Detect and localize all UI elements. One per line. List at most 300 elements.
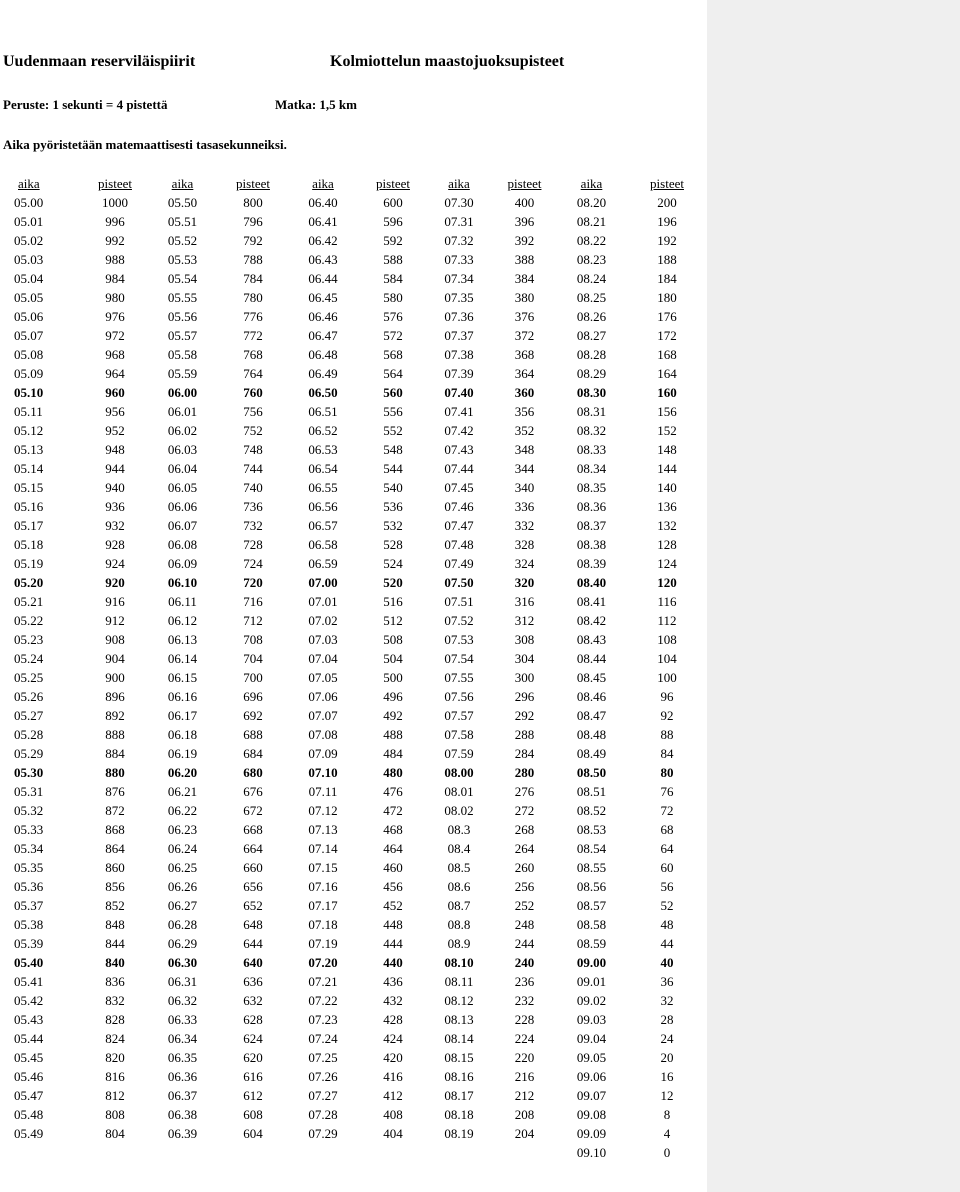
time-cell: 08.13 <box>444 1012 474 1027</box>
points-cell: 456 <box>383 879 403 894</box>
time-cell: 08.20 <box>576 195 607 210</box>
time-cell: 05.38 <box>14 917 44 932</box>
time-cell: 08.9 <box>447 936 471 951</box>
time-cell: 08.39 <box>576 556 607 571</box>
time-cell: 08.00 <box>444 765 474 780</box>
points-cell: 452 <box>383 898 403 913</box>
points-cell: 728 <box>243 537 263 552</box>
points-cell: 564 <box>383 366 403 381</box>
time-cell: 07.27 <box>308 1088 338 1103</box>
time-cell: 07.50 <box>444 575 474 590</box>
points-cell: 112 <box>657 613 677 628</box>
time-cell: 05.09 <box>14 366 44 381</box>
points-cell: 392 <box>514 233 535 248</box>
points-cell: 948 <box>105 442 125 457</box>
points-cell: 480 <box>383 765 403 780</box>
points-cell: 972 <box>105 328 125 343</box>
points-cell: 856 <box>105 879 125 894</box>
table-row <box>0 839 709 858</box>
points-cell: 108 <box>657 632 677 647</box>
points-cell: 468 <box>383 822 403 837</box>
table-row <box>0 630 709 649</box>
points-cell: 200 <box>657 195 677 210</box>
time-cell: 05.48 <box>14 1107 44 1122</box>
time-cell: 08.29 <box>576 366 607 381</box>
points-cell: 260 <box>514 860 535 875</box>
points-cell: 216 <box>514 1069 535 1084</box>
points-cell: 472 <box>383 803 403 818</box>
table-row <box>0 972 709 991</box>
points-cell: 212 <box>514 1088 535 1103</box>
time-cell: 06.23 <box>167 822 198 837</box>
time-cell: 08.59 <box>576 936 607 951</box>
time-cell: 06.14 <box>167 651 198 666</box>
time-cell: 06.19 <box>167 746 198 761</box>
time-cell: 08.37 <box>576 518 607 533</box>
points-cell: 560 <box>383 385 403 400</box>
time-cell: 06.12 <box>167 613 198 628</box>
table-row <box>0 440 709 459</box>
table-row <box>0 497 709 516</box>
points-cell: 0 <box>663 1145 671 1160</box>
points-cell: 28 <box>660 1012 674 1027</box>
time-cell: 05.49 <box>14 1126 44 1141</box>
time-cell: 05.58 <box>167 347 198 362</box>
time-cell: 08.14 <box>444 1031 474 1046</box>
points-cell: 32 <box>660 993 674 1008</box>
table-row <box>0 535 709 554</box>
time-cell: 08.27 <box>576 328 607 343</box>
time-cell: 07.25 <box>308 1050 338 1065</box>
points-cell: 752 <box>243 423 263 438</box>
points-cell: 120 <box>657 575 677 590</box>
time-cell: 06.15 <box>167 670 198 685</box>
points-cell: 128 <box>657 537 677 552</box>
points-cell: 24 <box>660 1031 674 1046</box>
points-cell: 792 <box>243 233 263 248</box>
points-cell: 384 <box>514 271 535 286</box>
table-row <box>0 554 709 573</box>
table-row <box>0 212 709 231</box>
time-cell: 07.52 <box>444 613 474 628</box>
points-cell: 100 <box>657 670 677 685</box>
time-cell: 08.42 <box>576 613 607 628</box>
points-cell: 932 <box>105 518 125 533</box>
time-cell: 06.08 <box>167 537 198 552</box>
time-cell: 07.33 <box>444 252 474 267</box>
time-cell: 06.28 <box>167 917 198 932</box>
points-cell: 536 <box>383 499 403 514</box>
time-cell: 08.57 <box>576 898 607 913</box>
time-cell: 08.19 <box>444 1126 474 1141</box>
time-cell: 08.18 <box>444 1107 474 1122</box>
time-cell: 07.31 <box>444 214 474 229</box>
time-cell: 06.48 <box>308 347 338 362</box>
points-cell: 884 <box>105 746 125 761</box>
table-row <box>0 915 709 934</box>
points-cell: 476 <box>383 784 403 799</box>
time-cell: 08.8 <box>447 917 471 932</box>
time-cell: 05.32 <box>14 803 44 818</box>
points-cell: 584 <box>383 271 403 286</box>
time-cell: 06.20 <box>167 765 198 780</box>
points-cell: 708 <box>243 632 263 647</box>
time-cell: 09.09 <box>576 1126 607 1141</box>
time-cell: 06.52 <box>308 423 338 438</box>
points-cell: 232 <box>514 993 535 1008</box>
time-cell: 06.43 <box>308 252 338 267</box>
points-cell: 168 <box>657 347 677 362</box>
time-cell: 08.54 <box>576 841 607 856</box>
time-cell: 05.40 <box>14 955 44 970</box>
points-cell: 340 <box>514 480 535 495</box>
time-cell: 05.56 <box>167 309 198 324</box>
table-body <box>0 193 709 1162</box>
time-cell: 08.55 <box>576 860 607 875</box>
time-cell: 05.44 <box>14 1031 44 1046</box>
time-cell: 07.39 <box>444 366 474 381</box>
points-cell: 184 <box>657 271 677 286</box>
points-cell: 796 <box>243 214 263 229</box>
points-cell: 448 <box>383 917 403 932</box>
time-cell: 06.36 <box>167 1069 198 1084</box>
points-cell: 888 <box>105 727 125 742</box>
time-cell: 06.18 <box>167 727 198 742</box>
points-cell: 576 <box>383 309 403 324</box>
points-cell: 304 <box>514 651 535 666</box>
points-cell: 784 <box>243 271 263 286</box>
points-cell: 4 <box>663 1126 671 1141</box>
points-cell: 984 <box>105 271 125 286</box>
points-cell: 44 <box>660 936 674 951</box>
points-cell: 220 <box>514 1050 535 1065</box>
points-cell <box>359 1143 427 1162</box>
time-cell: 09.00 <box>576 955 607 970</box>
points-cell: 16 <box>660 1069 674 1084</box>
points-cell: 540 <box>383 480 403 495</box>
table-row <box>0 1124 709 1143</box>
table-row <box>0 953 709 972</box>
points-cell: 56 <box>660 879 674 894</box>
points-cell: 956 <box>105 404 125 419</box>
points-cell: 500 <box>383 670 403 685</box>
time-cell: 09.02 <box>576 993 607 1008</box>
time-cell: 07.03 <box>308 632 338 647</box>
points-cell: 640 <box>243 955 263 970</box>
time-cell: 05.00 <box>14 195 44 210</box>
time-cell: 07.22 <box>308 993 338 1008</box>
time-cell: 08.6 <box>447 879 471 894</box>
time-cell: 07.06 <box>308 689 338 704</box>
points-cell: 400 <box>514 195 535 210</box>
points-cell <box>491 1143 558 1162</box>
points-cell: 424 <box>383 1031 403 1046</box>
points-cell: 624 <box>243 1031 263 1046</box>
points-cell: 444 <box>383 936 403 951</box>
time-cell: 08.44 <box>576 651 607 666</box>
time-cell: 06.41 <box>308 214 338 229</box>
time-cell: 08.11 <box>444 974 474 989</box>
points-cell: 12 <box>660 1088 674 1103</box>
time-cell: 06.53 <box>308 442 338 457</box>
points-cell: 396 <box>514 214 535 229</box>
time-cell: 05.57 <box>167 328 198 343</box>
points-cell: 556 <box>383 404 403 419</box>
time-cell: 07.30 <box>444 195 474 210</box>
time-cell: 06.34 <box>167 1031 198 1046</box>
table-row <box>0 706 709 725</box>
time-cell: 05.29 <box>14 746 44 761</box>
time-cell: 07.02 <box>308 613 338 628</box>
time-cell: 08.43 <box>576 632 607 647</box>
points-cell: 404 <box>383 1126 403 1141</box>
points-cell: 628 <box>243 1012 263 1027</box>
points-cell: 436 <box>383 974 403 989</box>
time-cell: 08.24 <box>576 271 607 286</box>
points-cell: 196 <box>657 214 677 229</box>
time-cell: 05.04 <box>14 271 44 286</box>
points-cell: 524 <box>383 556 403 571</box>
points-cell: 748 <box>243 442 263 457</box>
table-row <box>0 991 709 1010</box>
scoring-basis: Peruste: 1 sekunti = 4 pistettä <box>3 97 168 112</box>
time-cell: 06.24 <box>167 841 198 856</box>
points-cell: 692 <box>243 708 263 723</box>
points-cell: 520 <box>383 575 403 590</box>
points-cell: 732 <box>243 518 263 533</box>
time-cell: 06.49 <box>308 366 338 381</box>
table-row <box>0 649 709 668</box>
points-cell: 876 <box>105 784 125 799</box>
time-cell: 05.36 <box>14 879 44 894</box>
distance-label: Matka: 1,5 km <box>275 97 357 112</box>
points-cell: 208 <box>514 1107 535 1122</box>
points-cell: 312 <box>514 613 535 628</box>
points-cell: 840 <box>105 955 125 970</box>
time-cell: 05.15 <box>14 480 44 495</box>
table-row <box>0 1029 709 1048</box>
points-cell: 248 <box>514 917 535 932</box>
time-cell: 09.06 <box>576 1069 607 1084</box>
points-cell: 68 <box>660 822 674 837</box>
points-cell: 848 <box>105 917 125 932</box>
time-cell: 07.16 <box>308 879 338 894</box>
time-cell: 06.47 <box>308 328 338 343</box>
points-cell: 592 <box>383 233 403 248</box>
points-cell: 908 <box>105 632 125 647</box>
time-cell: 06.07 <box>167 518 198 533</box>
points-cell: 980 <box>105 290 125 305</box>
time-cell: 05.23 <box>14 632 44 647</box>
time-cell: 07.19 <box>308 936 338 951</box>
points-cell: 144 <box>657 461 677 476</box>
time-cell: 07.43 <box>444 442 474 457</box>
time-cell: 05.22 <box>14 613 44 628</box>
time-cell: 05.13 <box>14 442 44 457</box>
table-row <box>0 193 709 212</box>
points-cell: 336 <box>514 499 535 514</box>
points-cell: 240 <box>514 955 535 970</box>
points-cell: 836 <box>105 974 125 989</box>
time-cell: 05.01 <box>14 214 44 229</box>
points-cell: 484 <box>383 746 403 761</box>
points-cell: 816 <box>105 1069 125 1084</box>
table-row <box>0 1067 709 1086</box>
time-cell: 07.32 <box>444 233 474 248</box>
points-cell: 684 <box>243 746 263 761</box>
points-cell: 952 <box>105 423 125 438</box>
time-cell: 08.58 <box>576 917 607 932</box>
time-cell: 07.21 <box>308 974 338 989</box>
points-cell: 852 <box>105 898 125 913</box>
points-cell: 872 <box>105 803 125 818</box>
time-cell: 07.01 <box>308 594 338 609</box>
time-cell: 06.29 <box>167 936 198 951</box>
points-cell: 988 <box>105 252 125 267</box>
points-cell: 804 <box>105 1126 125 1141</box>
points-cell: 372 <box>514 328 535 343</box>
points-cell: 768 <box>243 347 263 362</box>
time-cell: 07.36 <box>444 309 474 324</box>
time-cell: 05.27 <box>14 708 44 723</box>
table-row <box>0 1086 709 1105</box>
points-cell: 512 <box>383 613 403 628</box>
points-cell: 892 <box>105 708 125 723</box>
points-cell: 660 <box>243 860 263 875</box>
time-cell: 08.16 <box>444 1069 474 1084</box>
table-row <box>0 459 709 478</box>
points-cell: 724 <box>243 556 263 571</box>
time-cell: 05.51 <box>167 214 198 229</box>
points-cell: 80 <box>660 765 674 780</box>
points-cell: 736 <box>243 499 263 514</box>
table-row <box>0 744 709 763</box>
time-cell: 05.21 <box>14 594 44 609</box>
time-cell: 09.07 <box>576 1088 607 1103</box>
points-cell: 928 <box>105 537 125 552</box>
points-cell: 136 <box>657 499 677 514</box>
table-row <box>0 402 709 421</box>
time-cell: 07.15 <box>308 860 338 875</box>
time-cell: 07.08 <box>308 727 338 742</box>
table-row <box>0 1010 709 1029</box>
time-cell: 05.31 <box>14 784 44 799</box>
time-cell: 06.04 <box>167 461 198 476</box>
time-cell: 05.33 <box>14 822 44 837</box>
points-cell: 936 <box>105 499 125 514</box>
points-cell: 1000 <box>102 195 128 210</box>
points-cell: 172 <box>657 328 677 343</box>
points-cell: 176 <box>657 309 677 324</box>
points-cell: 268 <box>514 822 535 837</box>
time-cell: 06.38 <box>167 1107 198 1122</box>
points-cell: 780 <box>243 290 263 305</box>
time-cell: 08.02 <box>444 803 474 818</box>
table-row <box>0 934 709 953</box>
table-row <box>0 231 709 250</box>
table-row <box>0 687 709 706</box>
points-cell: 904 <box>105 651 125 666</box>
column-header-time: aika <box>580 176 603 191</box>
points-cell: 96 <box>660 689 674 704</box>
points-cell: 152 <box>657 423 677 438</box>
column-header-time: aika <box>171 176 194 191</box>
points-cell: 496 <box>383 689 403 704</box>
table-row <box>0 383 709 402</box>
time-cell: 07.00 <box>308 575 338 590</box>
time-cell: 07.57 <box>444 708 474 723</box>
time-cell: 05.24 <box>14 651 44 666</box>
points-cell: 976 <box>105 309 125 324</box>
points-cell: 860 <box>105 860 125 875</box>
points-cell: 416 <box>383 1069 403 1084</box>
time-cell: 06.58 <box>308 537 338 552</box>
points-cell: 256 <box>514 879 535 894</box>
time-cell: 07.41 <box>444 404 474 419</box>
points-cell: 52 <box>660 898 674 913</box>
time-cell: 06.31 <box>167 974 198 989</box>
table-row <box>0 611 709 630</box>
time-cell: 08.01 <box>444 784 474 799</box>
time-cell: 05.41 <box>14 974 44 989</box>
points-cell: 720 <box>243 575 263 590</box>
points-cell: 316 <box>514 594 535 609</box>
points-cell: 376 <box>514 309 535 324</box>
column-header-points: pisteet <box>98 176 132 191</box>
points-cell: 616 <box>243 1069 263 1084</box>
time-cell: 08.25 <box>576 290 607 305</box>
points-cell: 292 <box>514 708 535 723</box>
time-cell: 07.28 <box>308 1107 338 1122</box>
table-row <box>0 345 709 364</box>
time-cell: 07.49 <box>444 556 474 571</box>
points-cell: 756 <box>243 404 263 419</box>
table-row <box>0 1143 709 1162</box>
time-cell: 08.38 <box>576 537 607 552</box>
time-cell: 08.48 <box>576 727 607 742</box>
points-cell: 504 <box>383 651 403 666</box>
time-cell: 05.11 <box>14 404 43 419</box>
points-cell: 680 <box>243 765 263 780</box>
points-cell: 964 <box>105 366 125 381</box>
time-cell: 08.53 <box>576 822 607 837</box>
points-cell: 244 <box>514 936 535 951</box>
points-cell: 488 <box>383 727 403 742</box>
time-cell: 08.4 <box>447 841 471 856</box>
time-cell: 09.04 <box>576 1031 607 1046</box>
points-cell: 944 <box>105 461 125 476</box>
time-cell: 05.37 <box>14 898 44 913</box>
time-cell: 06.27 <box>167 898 198 913</box>
time-cell: 05.05 <box>14 290 44 305</box>
points-cell: 744 <box>243 461 263 476</box>
time-cell: 07.29 <box>308 1126 338 1141</box>
points-cell: 696 <box>243 689 263 704</box>
points-cell: 596 <box>383 214 403 229</box>
time-cell: 08.28 <box>576 347 607 362</box>
time-cell: 05.54 <box>167 271 198 286</box>
points-cell: 912 <box>105 613 125 628</box>
table-row <box>0 421 709 440</box>
points-cell: 712 <box>243 613 263 628</box>
points-cell: 992 <box>105 233 125 248</box>
time-cell: 05.16 <box>14 499 44 514</box>
time-cell: 07.44 <box>444 461 474 476</box>
time-cell: 07.58 <box>444 727 474 742</box>
time-cell: 08.34 <box>576 461 607 476</box>
time-cell: 07.51 <box>444 594 474 609</box>
time-cell: 06.06 <box>167 499 198 514</box>
